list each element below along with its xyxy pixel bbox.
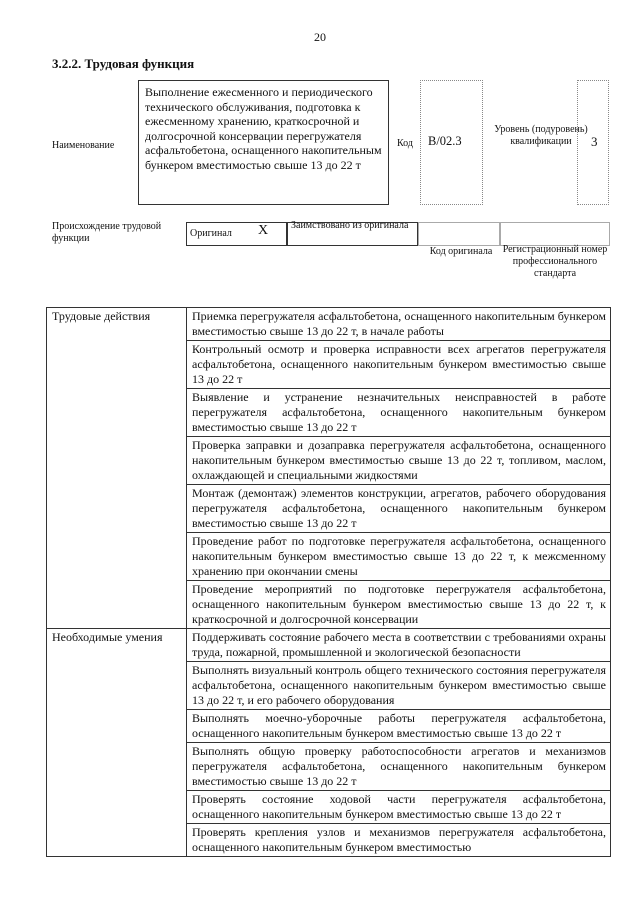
original-mark: X bbox=[258, 223, 269, 238]
registration-number-cell bbox=[500, 222, 610, 246]
item-cell: Контрольный осмотр и проверка исправности всех агрегатов перегружателя асфальтобетона, оснащенного накопительным бункером вместимостью свыше 13 до 22 т bbox=[187, 341, 611, 389]
function-code-value: B/02.3 bbox=[420, 80, 483, 205]
original-code-cell bbox=[418, 222, 500, 246]
section-title: 3.2.2. Трудовая функция bbox=[52, 56, 195, 71]
original-label: Оригинал bbox=[190, 228, 232, 239]
page-number: 20 bbox=[314, 30, 326, 44]
item-cell: Выявление и устранение незначительных неисправностей в работе перегружателя асфальтобетона, оснащенного накопительным бункером вместимостью свыше 13 до 22 т bbox=[187, 389, 611, 437]
function-name-value: Выполнение ежесменного и периодического технического обслуживания, подготовка к ежесменному хранению, краткосрочной и долгосрочной консервации перегружателя асфальтобетона, оснащенного накопительным бункером вместимостью свыше 13 до 22 т bbox=[138, 80, 389, 205]
name-label: Наименование bbox=[52, 140, 115, 151]
table-row bbox=[47, 629, 611, 662]
item-cell: Проведение работ по подготовке перегружателя асфальтобетона, оснащенного накопительным бункером вместимостью свыше 13 до 22 т, к межсменному хранению при окончании смены bbox=[187, 533, 611, 581]
qualification-level-label: Уровень (подуровень) квалификации bbox=[494, 124, 588, 147]
origin-label: Происхождение трудовой функции bbox=[52, 221, 162, 244]
item-cell: Приемка перегружателя асфальтобетона, оснащенного накопительным бункером вместимостью свыше 13 до 22 т, в начале работы bbox=[187, 308, 611, 341]
item-cell: Выполнять общую проверку работоспособности агрегатов и механизмов перегружателя асфальтобетона, оснащенного накопительным бункером вместимостью свыше 13 до 22 т bbox=[187, 743, 611, 791]
item-cell: Проведение мероприятий по подготовке перегружателя асфальтобетона, оснащенного накопительным бункером вместимостью свыше 13 до 22 т, к краткосрочной и долгосрочной консервации bbox=[187, 581, 611, 629]
category-cell: Необходимые умения bbox=[47, 629, 187, 857]
qualification-level-value: 3 bbox=[577, 80, 609, 205]
item-cell: Проверять состояние ходовой части перегружателя асфальтобетона, оснащенного накопительным бункером вместимостью свыше 13 до 22 т bbox=[187, 791, 611, 824]
table-row bbox=[47, 308, 611, 341]
item-cell: Проверять крепления узлов и механизмов перегружателя асфальтобетона, оснащенного накопительным бункером вместимостью bbox=[187, 824, 611, 857]
registration-number-caption: Регистрационный номер профессионального стандарта bbox=[502, 244, 608, 279]
item-cell: Выполнять моечно-уборочные работы перегружателя асфальтобетона, оснащенного накопительным бункером вместимостью свыше 13 до 22 т bbox=[187, 710, 611, 743]
borrowed-label: Заимствовано из оригинала bbox=[291, 220, 409, 231]
functions-table bbox=[46, 307, 611, 857]
category-cell: Трудовые действия bbox=[47, 308, 187, 629]
item-cell: Выполнять визуальный контроль общего технического состояния перегружателя асфальтобетона, оснащенного накопительным бункером вместимостью свыше 13 до 22 т, и его рабочего оборудования bbox=[187, 662, 611, 710]
item-cell: Монтаж (демонтаж) элементов конструкции, агрегатов, рабочего оборудования перегружателя асфальтобетона, оснащенного накопительным бункером вместимостью свыше 13 до 22 т bbox=[187, 485, 611, 533]
item-cell: Поддерживать состояние рабочего места в соответствии с требованиями охраны труда, пожарной, промышленной и экологической безопасности bbox=[187, 629, 611, 662]
code-label: Код bbox=[397, 138, 413, 149]
functions-table-body bbox=[47, 308, 611, 857]
item-cell: Проверка заправки и дозаправка перегружателя асфальтобетона, оснащенного накопительным бункером вместимостью свыше 13 до 22 т, топливом, маслом, охлаждающей и специальными жидкостями bbox=[187, 437, 611, 485]
original-code-caption: Код оригинала bbox=[429, 246, 493, 257]
